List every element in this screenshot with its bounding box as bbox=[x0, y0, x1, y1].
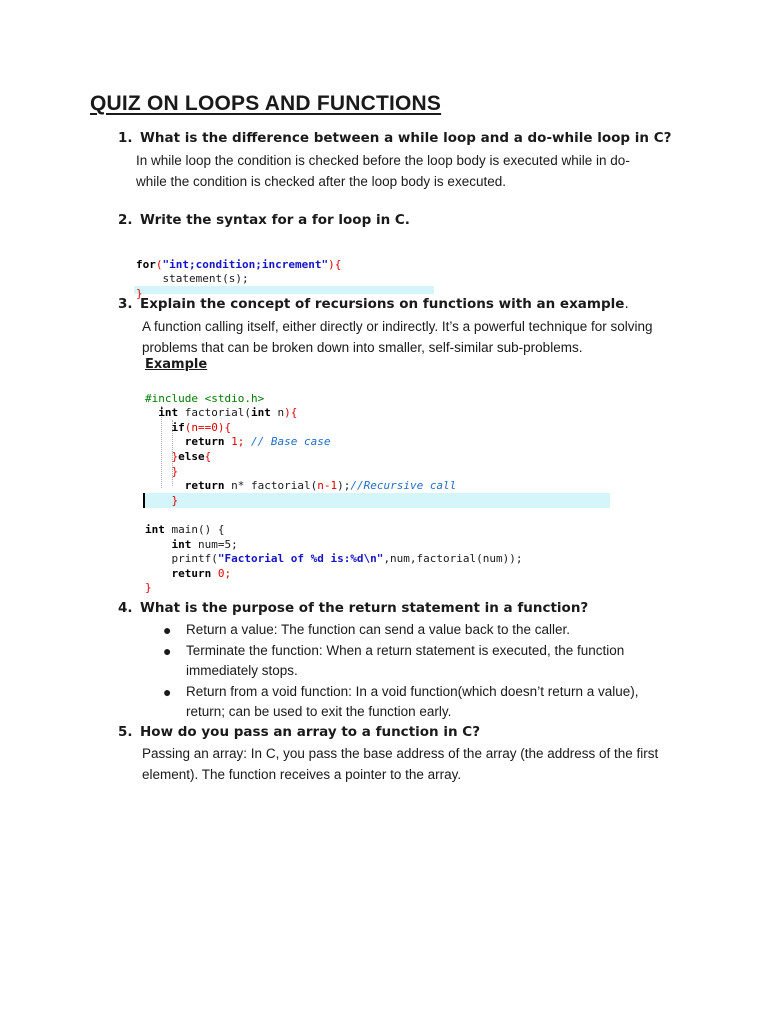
answer-line: A function calling itself, either directly or indirectly. It’s a powerful technique for solving bbox=[142, 319, 653, 334]
list-item: ● Terminate the function: When a return statement is executed, the function immediately stops. bbox=[163, 642, 625, 678]
code-line: for("int;condition;increment"){ bbox=[136, 257, 342, 271]
factorial-code bbox=[145, 377, 523, 611]
question-3 bbox=[118, 296, 629, 312]
code-line: } bbox=[136, 286, 143, 300]
list-item: ● Return a value: The function can send a value back to the caller. bbox=[160, 620, 680, 641]
code-line: return 1; // Base case bbox=[184, 435, 331, 449]
code-line: int factorial(int n){ bbox=[158, 406, 298, 420]
question-2 bbox=[118, 212, 410, 228]
code-line: }else{ bbox=[171, 449, 212, 463]
bullet-icon: ● bbox=[163, 622, 172, 638]
answer-line: problems that can be broken down into smaller, self-similar sub-problems. bbox=[142, 340, 583, 355]
code-line: return n* factorial(n-1);//Recursive call bbox=[184, 479, 457, 493]
question-number: 1. bbox=[118, 130, 133, 146]
answer-1 bbox=[136, 150, 630, 192]
question-text: Write the syntax for a for loop in C. bbox=[140, 212, 410, 228]
answer-5 bbox=[142, 743, 658, 785]
answer-line: In while loop the condition is checked before the loop body is executed while in do- bbox=[136, 153, 630, 168]
question-text: Explain the concept of recursions on functions with an example bbox=[140, 296, 625, 312]
code-line: statement(s); bbox=[136, 272, 249, 286]
code-line: } bbox=[171, 464, 179, 478]
question-text: How do you pass an array to a function in C? bbox=[140, 724, 481, 740]
answer-line: Passing an array: In C, you pass the base address of the array (the address of the first bbox=[142, 746, 659, 761]
code-line: return 0; bbox=[171, 566, 232, 580]
page-title: QUIZ ON LOOPS AND FUNCTIONS bbox=[90, 92, 442, 115]
code-line: int main() { bbox=[145, 522, 225, 536]
question-4 bbox=[118, 600, 588, 616]
question-number: 3. bbox=[118, 296, 133, 312]
question-text: What is the difference between a while loop and a do-while loop in C? bbox=[140, 130, 672, 146]
code-line: #include <stdio.h> bbox=[145, 391, 265, 405]
example-label: Example bbox=[145, 357, 208, 372]
question-1 bbox=[118, 130, 671, 146]
question-number: 4. bbox=[118, 600, 133, 616]
question-5 bbox=[118, 724, 480, 740]
question-number: 5. bbox=[118, 724, 133, 740]
code-line: if(n==0){ bbox=[171, 420, 232, 434]
bullet-icon: ● bbox=[163, 642, 172, 659]
answer-line: while the condition is checked after the loop body is executed. bbox=[136, 174, 506, 189]
code-line bbox=[145, 508, 523, 523]
code-line: } bbox=[145, 581, 152, 595]
code-line: printf("Factorial of %d is:%d\n",num,factorial(num)); bbox=[171, 552, 523, 566]
code-line: } bbox=[171, 493, 179, 507]
question-suffix: . bbox=[624, 296, 629, 312]
answer-3 bbox=[142, 316, 653, 358]
code-line: int num=5; bbox=[171, 537, 238, 551]
question-number: 2. bbox=[118, 212, 133, 228]
answer-line: element). The function receives a pointer to the array. bbox=[142, 767, 462, 782]
question-text: What is the purpose of the return statement in a function? bbox=[140, 600, 589, 616]
bullet-list bbox=[160, 620, 680, 723]
bullet-icon: ● bbox=[163, 683, 172, 700]
list-item: ● Return from a void function: In a void function(which doesn’t return a value), return; can be used to exit the function early. bbox=[163, 683, 639, 719]
